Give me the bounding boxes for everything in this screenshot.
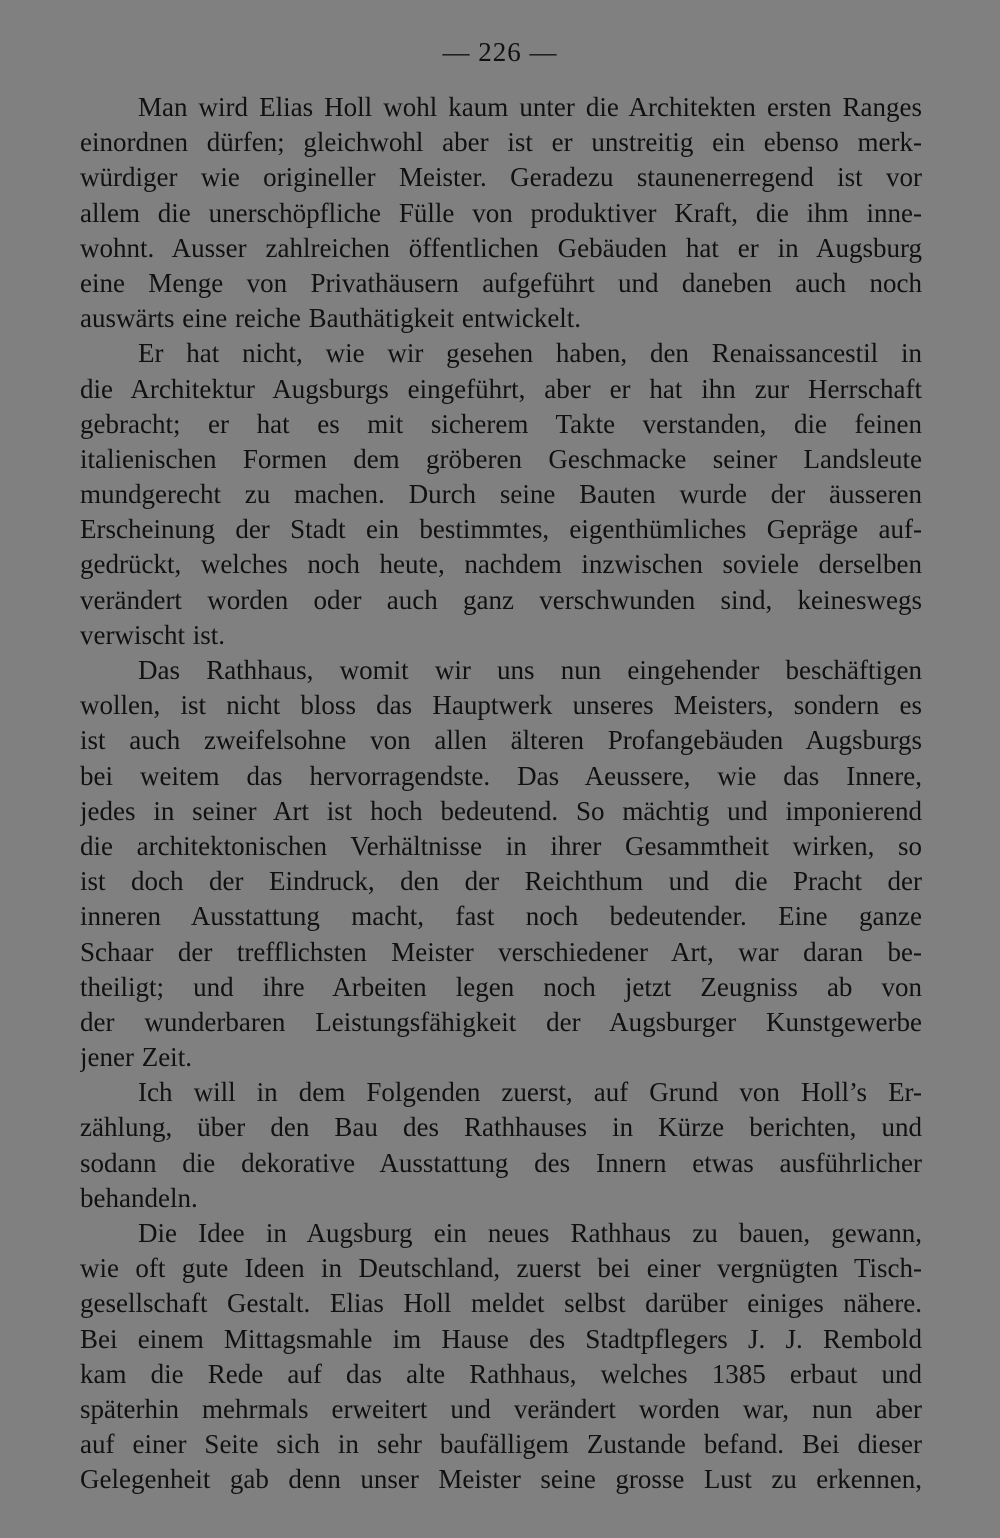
text-line: wie oft gute Ideen in Deutschland, zuerst bei einer vergnügten Tisch- (80, 1253, 922, 1284)
text-line: sodann die dekorative Ausstattung des Innern etwas ausführlicher (80, 1147, 922, 1178)
text-line: ist doch der Eindruck, den der Reichthum und die Pracht der (80, 866, 922, 897)
text-line: Erscheinung der Stadt ein bestimmtes, eigenthümliches Gepräge auf- (80, 514, 922, 545)
text-line: würdiger wie origineller Meister. Geradezu staunenerregend ist vor (80, 162, 922, 193)
text-line: gedrückt, welches noch heute, nachdem inzwischen soviele derselben (80, 549, 922, 580)
text-line: späterhin mehrmals erweitert und verändert worden war, nun aber (80, 1393, 922, 1424)
text-line: die Architektur Augsburgs eingeführt, aber er hat ihn zur Herrschaft (80, 373, 922, 404)
text-line: gebracht; er hat es mit sicherem Takte verstanden, die feinen (80, 408, 922, 439)
text-line: Schaar der trefflichsten Meister verschiedener Art, war daran be- (80, 936, 922, 967)
paragraph-4 (80, 1075, 922, 1216)
text-line: ist auch zweifelsohne von allen älteren Profangebäuden Augsburgs (80, 725, 922, 756)
text-line: Gelegenheit gab denn unser Meister seine grosse Lust zu erkennen, (80, 1464, 922, 1495)
text-line: bei weitem das hervorragendste. Das Aeussere, wie das Innere, (80, 760, 922, 791)
text-line: Man wird Elias Holl wohl kaum unter die Architekten ersten Ranges (138, 92, 922, 122)
text-line: eine Menge von Privathäusern aufgeführt und daneben auch noch (80, 267, 922, 298)
text-line: jener Zeit. (80, 1042, 192, 1073)
paragraph-3 (80, 653, 922, 1075)
text-line: Er hat nicht, wie wir gesehen haben, den Renaissancestil in (138, 338, 922, 369)
text-line: theiligt; und ihre Arbeiten legen noch jetzt Zeugniss ab von (80, 971, 922, 1002)
text-line: Das Rathhaus, womit wir uns nun eingehender beschäftigen (138, 655, 922, 685)
text-line: allem die unerschöpfliche Fülle von produktiver Kraft, die ihm inne- (80, 197, 922, 228)
text-line: wollen, ist nicht bloss das Hauptwerk unseres Meisters, sondern es (80, 690, 922, 721)
text-line: Ich will in dem Folgenden zuerst, auf Grund von Holl’s Er- (138, 1077, 922, 1108)
text-line: verwischt ist. (80, 619, 225, 650)
text-line: die architektonischen Verhältnisse in ihrer Gesammtheit wirken, so (80, 830, 922, 861)
body-text (80, 90, 922, 1498)
paragraph-2 (80, 336, 922, 653)
text-line: auf einer Seite sich in sehr baufälligem Zustande befand. Bei dieser (80, 1429, 922, 1460)
text-line: Die Idee in Augsburg ein neues Rathhaus zu bauen, gewann, (138, 1218, 922, 1248)
text-line: auswärts eine reiche Bauthätigkeit entwickelt. (80, 303, 582, 334)
text-line: zählung, über den Bau des Rathhauses in Kürze berichten, und (80, 1112, 922, 1143)
text-line: jedes in seiner Art ist hoch bedeutend. So mächtig und imponierend (80, 795, 922, 826)
text-line: inneren Ausstattung macht, fast noch bedeutender. Eine ganze (80, 901, 922, 932)
text-line: behandeln. (80, 1182, 198, 1213)
text-line: mundgerecht zu machen. Durch seine Bauten wurde der äusseren (80, 479, 922, 510)
text-line: einordnen dürfen; gleichwohl aber ist er unstreitig ein ebenso merk- (80, 127, 922, 158)
text-line: Bei einem Mittagsmahle im Hause des Stadtpflegers J. J. Rembold (80, 1323, 922, 1354)
text-line: verändert worden oder auch ganz verschwunden sind, keineswegs (80, 584, 922, 615)
paragraph-1 (80, 90, 922, 336)
text-line: gesellschaft Gestalt. Elias Holl meldet selbst darüber einiges nähere. (80, 1288, 922, 1319)
text-line: wohnt. Ausser zahlreichen öffentlichen Gebäuden hat er in Augsburg (80, 232, 922, 263)
page-number: — 226 — (442, 37, 558, 67)
text-line: der wunderbaren Leistungsfähigkeit der Augsburger Kunstgewerbe (80, 1006, 922, 1037)
paragraph-5 (80, 1216, 922, 1498)
text-line: italienischen Formen dem gröberen Geschmacke seiner Landsleute (80, 443, 922, 474)
text-line: kam die Rede auf das alte Rathhaus, welches 1385 erbaut und (80, 1358, 922, 1389)
